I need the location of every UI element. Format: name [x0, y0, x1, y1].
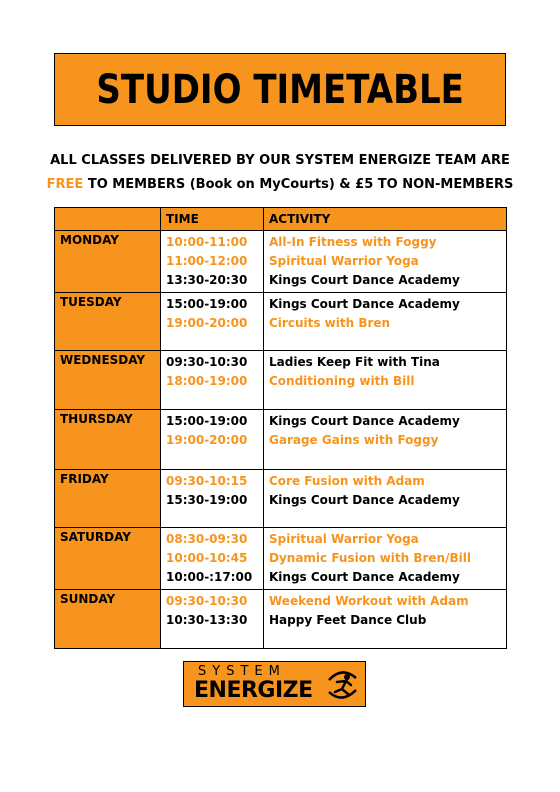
activity-name: Spiritual Warrior Yoga [269, 532, 419, 546]
time-cell [161, 590, 264, 649]
activity-name: Garage Gains with Foggy [269, 433, 439, 447]
activity-cell [264, 590, 507, 649]
activity-name: Kings Court Dance Academy [269, 273, 460, 287]
activity-name: Weekend Workout with Adam [269, 594, 469, 608]
timetable [54, 207, 507, 649]
time-slot: 19:00-20:00 [166, 433, 248, 447]
day-cell: FRIDAY [55, 470, 161, 528]
activity-name: Kings Court Dance Academy [269, 297, 460, 311]
table-row [55, 470, 507, 528]
title-banner [54, 53, 506, 126]
activity-name: All-In Fitness with Foggy [269, 235, 437, 249]
activity-name: Core Fusion with Adam [269, 474, 425, 488]
time-slot: 18:00-19:00 [166, 374, 248, 388]
activity-name: Kings Court Dance Academy [269, 493, 460, 507]
activity-cell [264, 231, 507, 293]
time-cell [161, 410, 264, 470]
time-slot: 10:30-13:30 [166, 613, 248, 627]
time-slot: 19:00-20:00 [166, 316, 248, 330]
subtitle-line-2 [0, 177, 560, 192]
day-cell: MONDAY [55, 231, 161, 293]
day-cell: TUESDAY [55, 293, 161, 351]
time-cell [161, 351, 264, 410]
activity-name: Circuits with Bren [269, 316, 391, 330]
timetable-header-row [55, 208, 507, 231]
header-activity: ACTIVITY [264, 208, 507, 231]
day-cell: THURSDAY [55, 410, 161, 470]
activity-name: Spiritual Warrior Yoga [269, 254, 419, 268]
free-label: FREE [46, 177, 84, 192]
activity-name: Kings Court Dance Academy [269, 414, 460, 428]
time-cell [161, 470, 264, 528]
runner-icon [325, 668, 359, 702]
time-slot: 10:00-10:45 [166, 551, 248, 565]
activity-cell [264, 410, 507, 470]
time-slot: 13:30-20:30 [166, 273, 248, 287]
time-slot: 08:30-09:30 [166, 532, 248, 546]
time-slot: 15:00-19:00 [166, 414, 248, 428]
time-slot: 15:30-19:00 [166, 493, 248, 507]
logo-energize-text: ENERGIZE [194, 678, 313, 703]
table-row [55, 410, 507, 470]
day-cell: SUNDAY [55, 590, 161, 649]
table-row [55, 293, 507, 351]
day-cell: SATURDAY [55, 528, 161, 590]
time-slot: 09:30-10:30 [166, 355, 248, 369]
time-slot: 10:00-:17:00 [166, 570, 253, 584]
logo-system-text: SYSTEM [198, 664, 286, 679]
table-row [55, 351, 507, 410]
time-slot: 10:00-11:00 [166, 235, 248, 249]
table-row [55, 590, 507, 649]
table-row [55, 528, 507, 590]
subtitle-line-2-rest: TO MEMBERS (Book on MyCourts) & £5 TO NON-MEMBERS [83, 177, 514, 192]
time-slot: 09:30-10:15 [166, 474, 248, 488]
table-row [55, 231, 507, 293]
activity-cell [264, 293, 507, 351]
activity-name: Happy Feet Dance Club [269, 613, 427, 627]
activity-name: Conditioning with Bill [269, 374, 415, 388]
day-cell: WEDNESDAY [55, 351, 161, 410]
time-slot: 09:30-10:30 [166, 594, 248, 608]
header-day [55, 208, 161, 231]
header-time: TIME [161, 208, 264, 231]
time-cell [161, 293, 264, 351]
subtitle-line-1: ALL CLASSES DELIVERED BY OUR SYSTEM ENERGIZE TEAM ARE [50, 153, 510, 168]
activity-cell [264, 528, 507, 590]
activity-name: Ladies Keep Fit with Tina [269, 355, 440, 369]
system-energize-logo [183, 661, 366, 707]
activity-cell [264, 351, 507, 410]
time-slot: 15:00-19:00 [166, 297, 248, 311]
page-title: STUDIO TIMETABLE [96, 66, 464, 113]
activity-name: Dynamic Fusion with Bren/Bill [269, 551, 471, 565]
time-slot: 11:00-12:00 [166, 254, 248, 268]
time-cell [161, 231, 264, 293]
activity-cell [264, 470, 507, 528]
activity-name: Kings Court Dance Academy [269, 570, 460, 584]
time-cell [161, 528, 264, 590]
